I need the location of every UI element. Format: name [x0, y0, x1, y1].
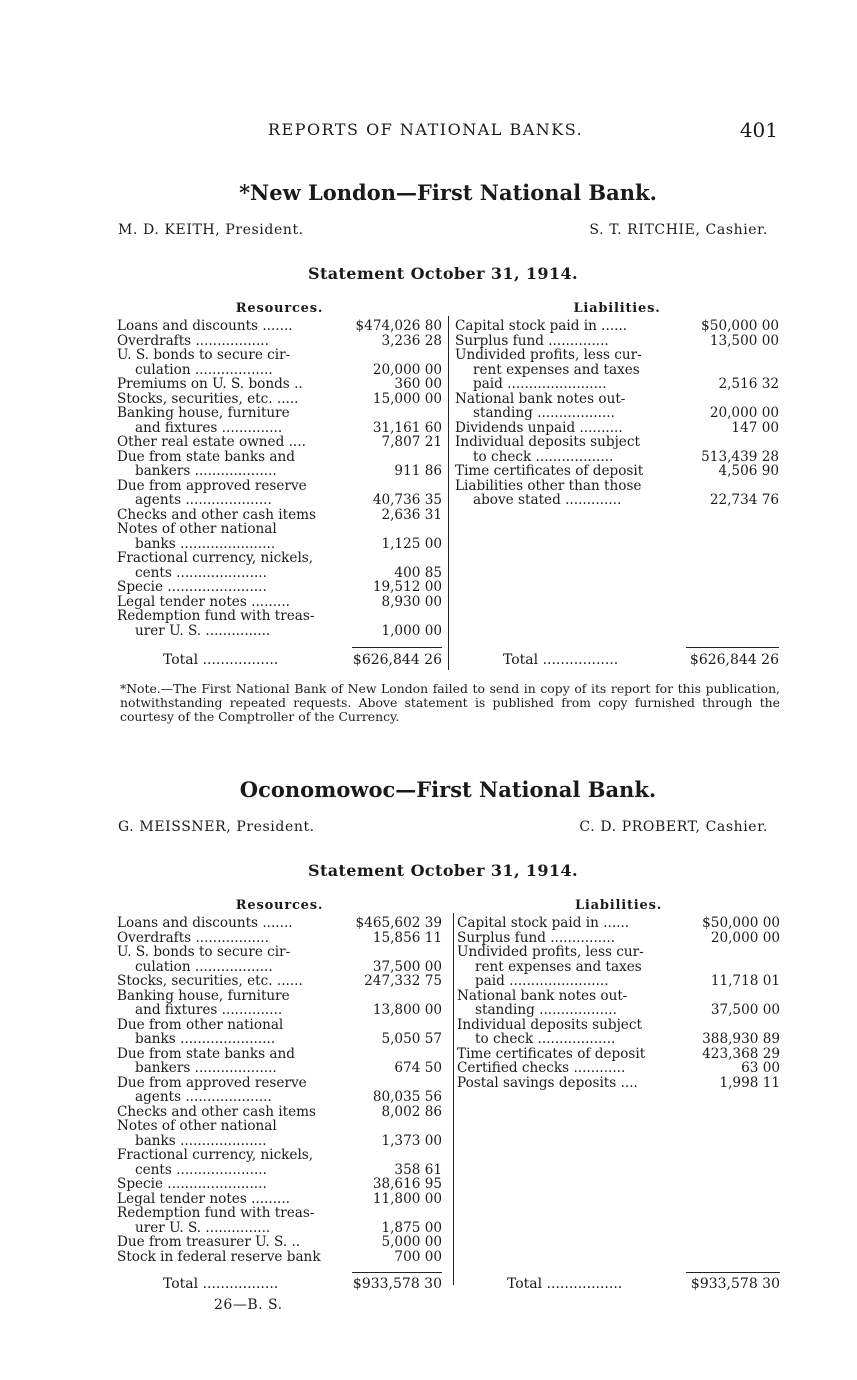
liability-row [457, 1018, 780, 1033]
line-item-label: Banking house, furniture [117, 987, 290, 1004]
line-item-amount: 31,161 60 [372, 419, 442, 436]
line-item-amount: 4,506 90 [718, 463, 779, 479]
line-item-label: Surplus fund .............. [455, 332, 609, 349]
line-item-label: culation .................. [135, 361, 273, 378]
line-item-label: urer U. S. ............... [135, 622, 271, 639]
liability-row [457, 945, 780, 960]
line-item-label: Dividends unpaid .......... [455, 419, 623, 436]
line-item-label: Redemption fund with treas- [117, 608, 315, 624]
resource-row [117, 1206, 442, 1221]
total-rule-liabilities [686, 647, 779, 648]
resource-row [117, 464, 442, 479]
resource-row [117, 960, 442, 975]
line-item-amount: 15,000 00 [372, 390, 442, 407]
line-item-label: paid ....................... [473, 376, 607, 392]
line-item-amount: 37,500 00 [710, 1002, 780, 1018]
line-item-label: National bank notes out- [457, 987, 628, 1004]
line-item-label: banks ...................... [135, 1031, 276, 1047]
line-item-label: Postal savings deposits .... [457, 1074, 638, 1091]
liability-row [457, 1032, 780, 1047]
line-item-label: Liabilities other than those [455, 477, 642, 494]
resource-row [117, 916, 442, 931]
liability-row [457, 960, 780, 975]
resource-row [117, 595, 442, 610]
total-liabilities-row [457, 1276, 780, 1294]
resource-row [117, 537, 442, 552]
resources-heading: Resources. [235, 898, 324, 913]
liability-row [457, 931, 780, 946]
line-item-label: paid ....................... [475, 973, 609, 989]
line-item-label: banks ...................... [135, 535, 276, 552]
total-rule-resources [352, 1272, 442, 1273]
liabilities-heading: Liabilities. [574, 898, 663, 913]
liabilities-list [455, 319, 779, 508]
resource-row [117, 1119, 442, 1134]
total-resources-row [117, 652, 442, 670]
line-item-label: urer U. S. ............... [135, 1219, 271, 1236]
line-item-label: Specie ....................... [117, 579, 267, 595]
line-item-label: Due from approved reserve [117, 477, 307, 494]
line-item-amount: 13,500 00 [709, 332, 779, 349]
resource-row [117, 974, 442, 989]
total-resources-amount: $933,578 30 [352, 1276, 442, 1292]
resources-list [117, 916, 442, 1264]
liability-row [455, 377, 779, 392]
line-item-label: culation .................. [135, 958, 273, 975]
line-item-amount: 2,516 32 [718, 376, 779, 392]
line-item-label: cents ..................... [135, 564, 267, 581]
line-item-amount: $474,026 80 [355, 318, 442, 334]
resource-row [117, 1090, 442, 1105]
line-item-amount: 38,616 95 [372, 1176, 442, 1192]
officers-new-london [118, 222, 768, 242]
line-item-label: Loans and discounts ....... [117, 318, 293, 334]
line-item-amount: 5,050 57 [381, 1031, 442, 1047]
resource-row [117, 1047, 442, 1062]
total-rule-resources [352, 647, 442, 648]
line-item-label: Time certificates of deposit [457, 1045, 646, 1062]
line-item-amount: 11,800 00 [372, 1190, 442, 1207]
cashier-name: C. D. PROBERT, Cashier. [579, 819, 768, 835]
resource-row [117, 363, 442, 378]
liabilities-list [457, 916, 780, 1090]
resource-row [117, 1003, 442, 1018]
resource-row [117, 989, 442, 1004]
resources-column [117, 899, 442, 1264]
liability-row [457, 1003, 780, 1018]
line-item-amount: 513,439 28 [701, 448, 779, 465]
resource-row [117, 348, 442, 363]
resource-row [117, 334, 442, 349]
line-item-amount: 247,332 75 [364, 973, 442, 989]
line-item-label: Notes of other national [117, 521, 277, 537]
page-number: 401 [739, 118, 778, 142]
line-item-amount: 147 00 [731, 419, 779, 436]
running-head [118, 118, 778, 142]
total-label: Total ................. [503, 652, 619, 668]
liability-row [455, 421, 779, 436]
line-item-label: Capital stock paid in ...... [457, 915, 630, 931]
line-item-label: Time certificates of deposit [455, 463, 644, 479]
line-item-label: cents ..................... [135, 1161, 267, 1178]
total-liabilities-amount: $626,844 26 [689, 652, 779, 668]
line-item-amount: $50,000 00 [701, 318, 779, 334]
line-item-label: U. S. bonds to secure cir- [117, 944, 291, 960]
resource-row [117, 435, 442, 450]
line-item-label: Undivided profits, less cur- [457, 944, 644, 960]
line-item-label: Due from other national [117, 1016, 284, 1033]
total-label: Total ................. [507, 1276, 623, 1292]
liability-row [455, 493, 779, 508]
resource-row [117, 566, 442, 581]
line-item-amount: 22,734 76 [709, 492, 779, 508]
liabilities-column [455, 302, 779, 508]
line-item-amount: 1,125 00 [381, 535, 442, 552]
line-item-label: agents .................... [135, 1089, 272, 1105]
line-item-label: Legal tender notes ......... [117, 593, 291, 610]
resource-row [117, 1163, 442, 1178]
resource-row [117, 609, 442, 624]
line-item-amount: 3,236 28 [381, 332, 442, 349]
line-item-label: Due from treasurer U. S. .. [117, 1234, 301, 1250]
president-name: G. MEISSNER, President. [118, 819, 315, 835]
resources-list [117, 319, 442, 638]
line-item-amount: 20,000 00 [372, 361, 442, 378]
line-item-label: Premiums on U. S. bonds .. [117, 376, 303, 392]
resource-row [117, 931, 442, 946]
resource-row [117, 1061, 442, 1076]
resource-row [117, 1250, 442, 1265]
line-item-label: standing .................. [473, 405, 615, 421]
resource-row [117, 580, 442, 595]
line-item-amount: 400 85 [394, 564, 442, 581]
line-item-amount: 20,000 00 [709, 405, 779, 421]
line-item-label: agents .................... [135, 492, 272, 508]
resource-row [117, 1177, 442, 1192]
liability-row [455, 450, 779, 465]
total-label: Total ................. [163, 652, 279, 668]
liabilities-heading: Liabilities. [573, 301, 661, 316]
line-item-amount: 1,373 00 [381, 1132, 442, 1149]
line-item-label: and fixtures .............. [135, 419, 283, 436]
liability-row [457, 916, 780, 931]
liability-row [455, 334, 779, 349]
column-divider [453, 913, 454, 1285]
line-item-label: Surplus fund ............... [457, 929, 616, 946]
resource-row [117, 479, 442, 494]
line-item-label: above stated ............. [473, 492, 622, 508]
liability-row [455, 392, 779, 407]
line-item-label: Other real estate owned .... [117, 434, 306, 450]
line-item-amount: 911 86 [394, 463, 442, 479]
line-item-label: Fractional currency, nickels, [117, 1147, 314, 1163]
liability-row [455, 348, 779, 363]
resource-row [117, 1235, 442, 1250]
line-item-label: Banking house, furniture [117, 405, 290, 421]
line-item-label: Redemption fund with treas- [117, 1205, 315, 1221]
liability-row [457, 989, 780, 1004]
resource-row [117, 421, 442, 436]
liability-row [455, 406, 779, 421]
resource-row [117, 1032, 442, 1047]
resource-row [117, 493, 442, 508]
resource-row [117, 624, 442, 639]
line-item-amount: 8,002 86 [381, 1103, 442, 1120]
resource-row [117, 1134, 442, 1149]
line-item-label: Due from state banks and [117, 448, 295, 465]
line-item-amount: 1,875 00 [381, 1219, 442, 1236]
line-item-label: U. S. bonds to secure cir- [117, 347, 291, 363]
line-item-amount: 360 00 [394, 376, 442, 392]
liability-row [455, 319, 779, 334]
line-item-label: and fixtures .............. [135, 1002, 283, 1018]
total-label: Total ................. [163, 1276, 279, 1292]
line-item-label: rent expenses and taxes [475, 958, 642, 975]
total-liabilities-row [455, 652, 779, 670]
resources-heading: Resources. [235, 301, 324, 316]
line-item-label: Overdrafts ................. [117, 332, 269, 349]
liability-row [457, 1047, 780, 1062]
line-item-amount: 13,800 00 [372, 1002, 442, 1018]
line-item-amount: 5,000 00 [381, 1234, 442, 1250]
line-item-amount: 37,500 00 [372, 958, 442, 975]
line-item-label: Stocks, securities, etc. ..... [117, 390, 299, 407]
statement-date: Statement October 31, 1914. [307, 861, 578, 880]
resource-row [117, 392, 442, 407]
signature-mark: 26—B. S. [214, 1297, 283, 1313]
line-item-amount: 7,807 21 [381, 434, 442, 450]
line-item-label: Checks and other cash items [117, 1103, 316, 1120]
liability-row [457, 1076, 780, 1091]
officers-oconomowoc [118, 819, 768, 839]
line-item-label: bankers ................... [135, 1060, 277, 1076]
resource-row [117, 406, 442, 421]
resource-row [117, 522, 442, 537]
line-item-label: Individual deposits subject [457, 1016, 642, 1033]
bank-title-oconomowoc: Oconomowoc—First National Bank. [239, 777, 657, 802]
line-item-label: Overdrafts ................. [117, 929, 269, 946]
liability-row [455, 464, 779, 479]
line-item-amount: $465,602 39 [355, 915, 442, 931]
cashier-name: S. T. RITCHIE, Cashier. [589, 222, 768, 238]
resource-row [117, 377, 442, 392]
line-item-amount: 1,998 11 [719, 1074, 780, 1091]
resource-row [117, 1076, 442, 1091]
line-item-label: rent expenses and taxes [473, 361, 640, 378]
column-divider [448, 316, 449, 670]
line-item-amount: 11,718 01 [710, 973, 780, 989]
line-item-amount: 8,930 00 [381, 593, 442, 610]
line-item-label: Individual deposits subject [455, 434, 640, 450]
line-item-label: Fractional currency, nickels, [117, 550, 314, 566]
statement-date: Statement October 31, 1914. [307, 264, 578, 283]
running-title: REPORTS OF NATIONAL BANKS. [268, 120, 584, 139]
line-item-amount: 40,736 35 [372, 492, 442, 508]
line-item-label: Capital stock paid in ...... [455, 318, 628, 334]
line-item-amount: 63 00 [741, 1060, 780, 1076]
line-item-amount: 423,368 29 [702, 1045, 780, 1062]
line-item-amount: 388,930 89 [702, 1031, 780, 1047]
line-item-label: bankers ................... [135, 463, 277, 479]
total-rule-liabilities [686, 1272, 780, 1273]
line-item-label: Checks and other cash items [117, 506, 316, 523]
line-item-amount: 2,636 31 [381, 506, 442, 523]
president-name: M. D. KEITH, President. [118, 222, 304, 238]
resource-row [117, 508, 442, 523]
line-item-amount: 358 61 [394, 1161, 442, 1178]
line-item-label: Loans and discounts ....... [117, 915, 293, 931]
line-item-label: Certified checks ............ [457, 1060, 626, 1076]
line-item-amount: 20,000 00 [710, 929, 780, 946]
line-item-label: to check .................. [475, 1031, 616, 1047]
liability-row [455, 435, 779, 450]
line-item-label: Stocks, securities, etc. ...... [117, 973, 303, 989]
total-resources-amount: $626,844 26 [352, 652, 442, 668]
resource-row [117, 450, 442, 465]
total-resources-row [117, 1276, 442, 1294]
resource-row [117, 319, 442, 334]
line-item-label: Due from state banks and [117, 1045, 295, 1062]
liability-row [455, 479, 779, 494]
liability-row [457, 974, 780, 989]
resource-row [117, 945, 442, 960]
resource-row [117, 551, 442, 566]
resource-row [117, 1105, 442, 1120]
resource-row [117, 1192, 442, 1207]
line-item-label: banks .................... [135, 1132, 267, 1149]
liabilities-column [457, 899, 780, 1090]
resource-row [117, 1221, 442, 1236]
line-item-label: Legal tender notes ......... [117, 1190, 291, 1207]
resource-row [117, 1018, 442, 1033]
line-item-amount: 674 50 [394, 1060, 442, 1076]
liability-row [457, 1061, 780, 1076]
line-item-amount: 15,856 11 [372, 929, 442, 946]
line-item-label: to check .................. [473, 448, 614, 465]
resource-row [117, 1148, 442, 1163]
line-item-label: Undivided profits, less cur- [455, 347, 642, 363]
total-liabilities-amount: $933,578 30 [690, 1276, 780, 1292]
line-item-label: Specie ....................... [117, 1176, 267, 1192]
line-item-label: standing .................. [475, 1002, 617, 1018]
bank-title-new-london: *New London—First National Bank. [239, 180, 657, 205]
line-item-amount: 80,035 56 [372, 1089, 442, 1105]
line-item-label: National bank notes out- [455, 390, 626, 407]
resources-column [117, 302, 442, 638]
line-item-amount: 700 00 [394, 1248, 442, 1265]
line-item-label: Stock in federal reserve bank [117, 1248, 321, 1265]
line-item-label: Notes of other national [117, 1118, 277, 1134]
footnote: *Note.—The First National Bank of New London failed to send in copy of its report for this publication, notwithstanding repeated requests. Above statement is published from copy furnished through the courtesy of the Comptroller of the Currency. [120, 681, 780, 724]
line-item-amount: 19,512 00 [372, 579, 442, 595]
liability-row [455, 363, 779, 378]
line-item-amount: $50,000 00 [702, 915, 780, 931]
line-item-label: Due from approved reserve [117, 1074, 307, 1091]
line-item-amount: 1,000 00 [381, 622, 442, 639]
